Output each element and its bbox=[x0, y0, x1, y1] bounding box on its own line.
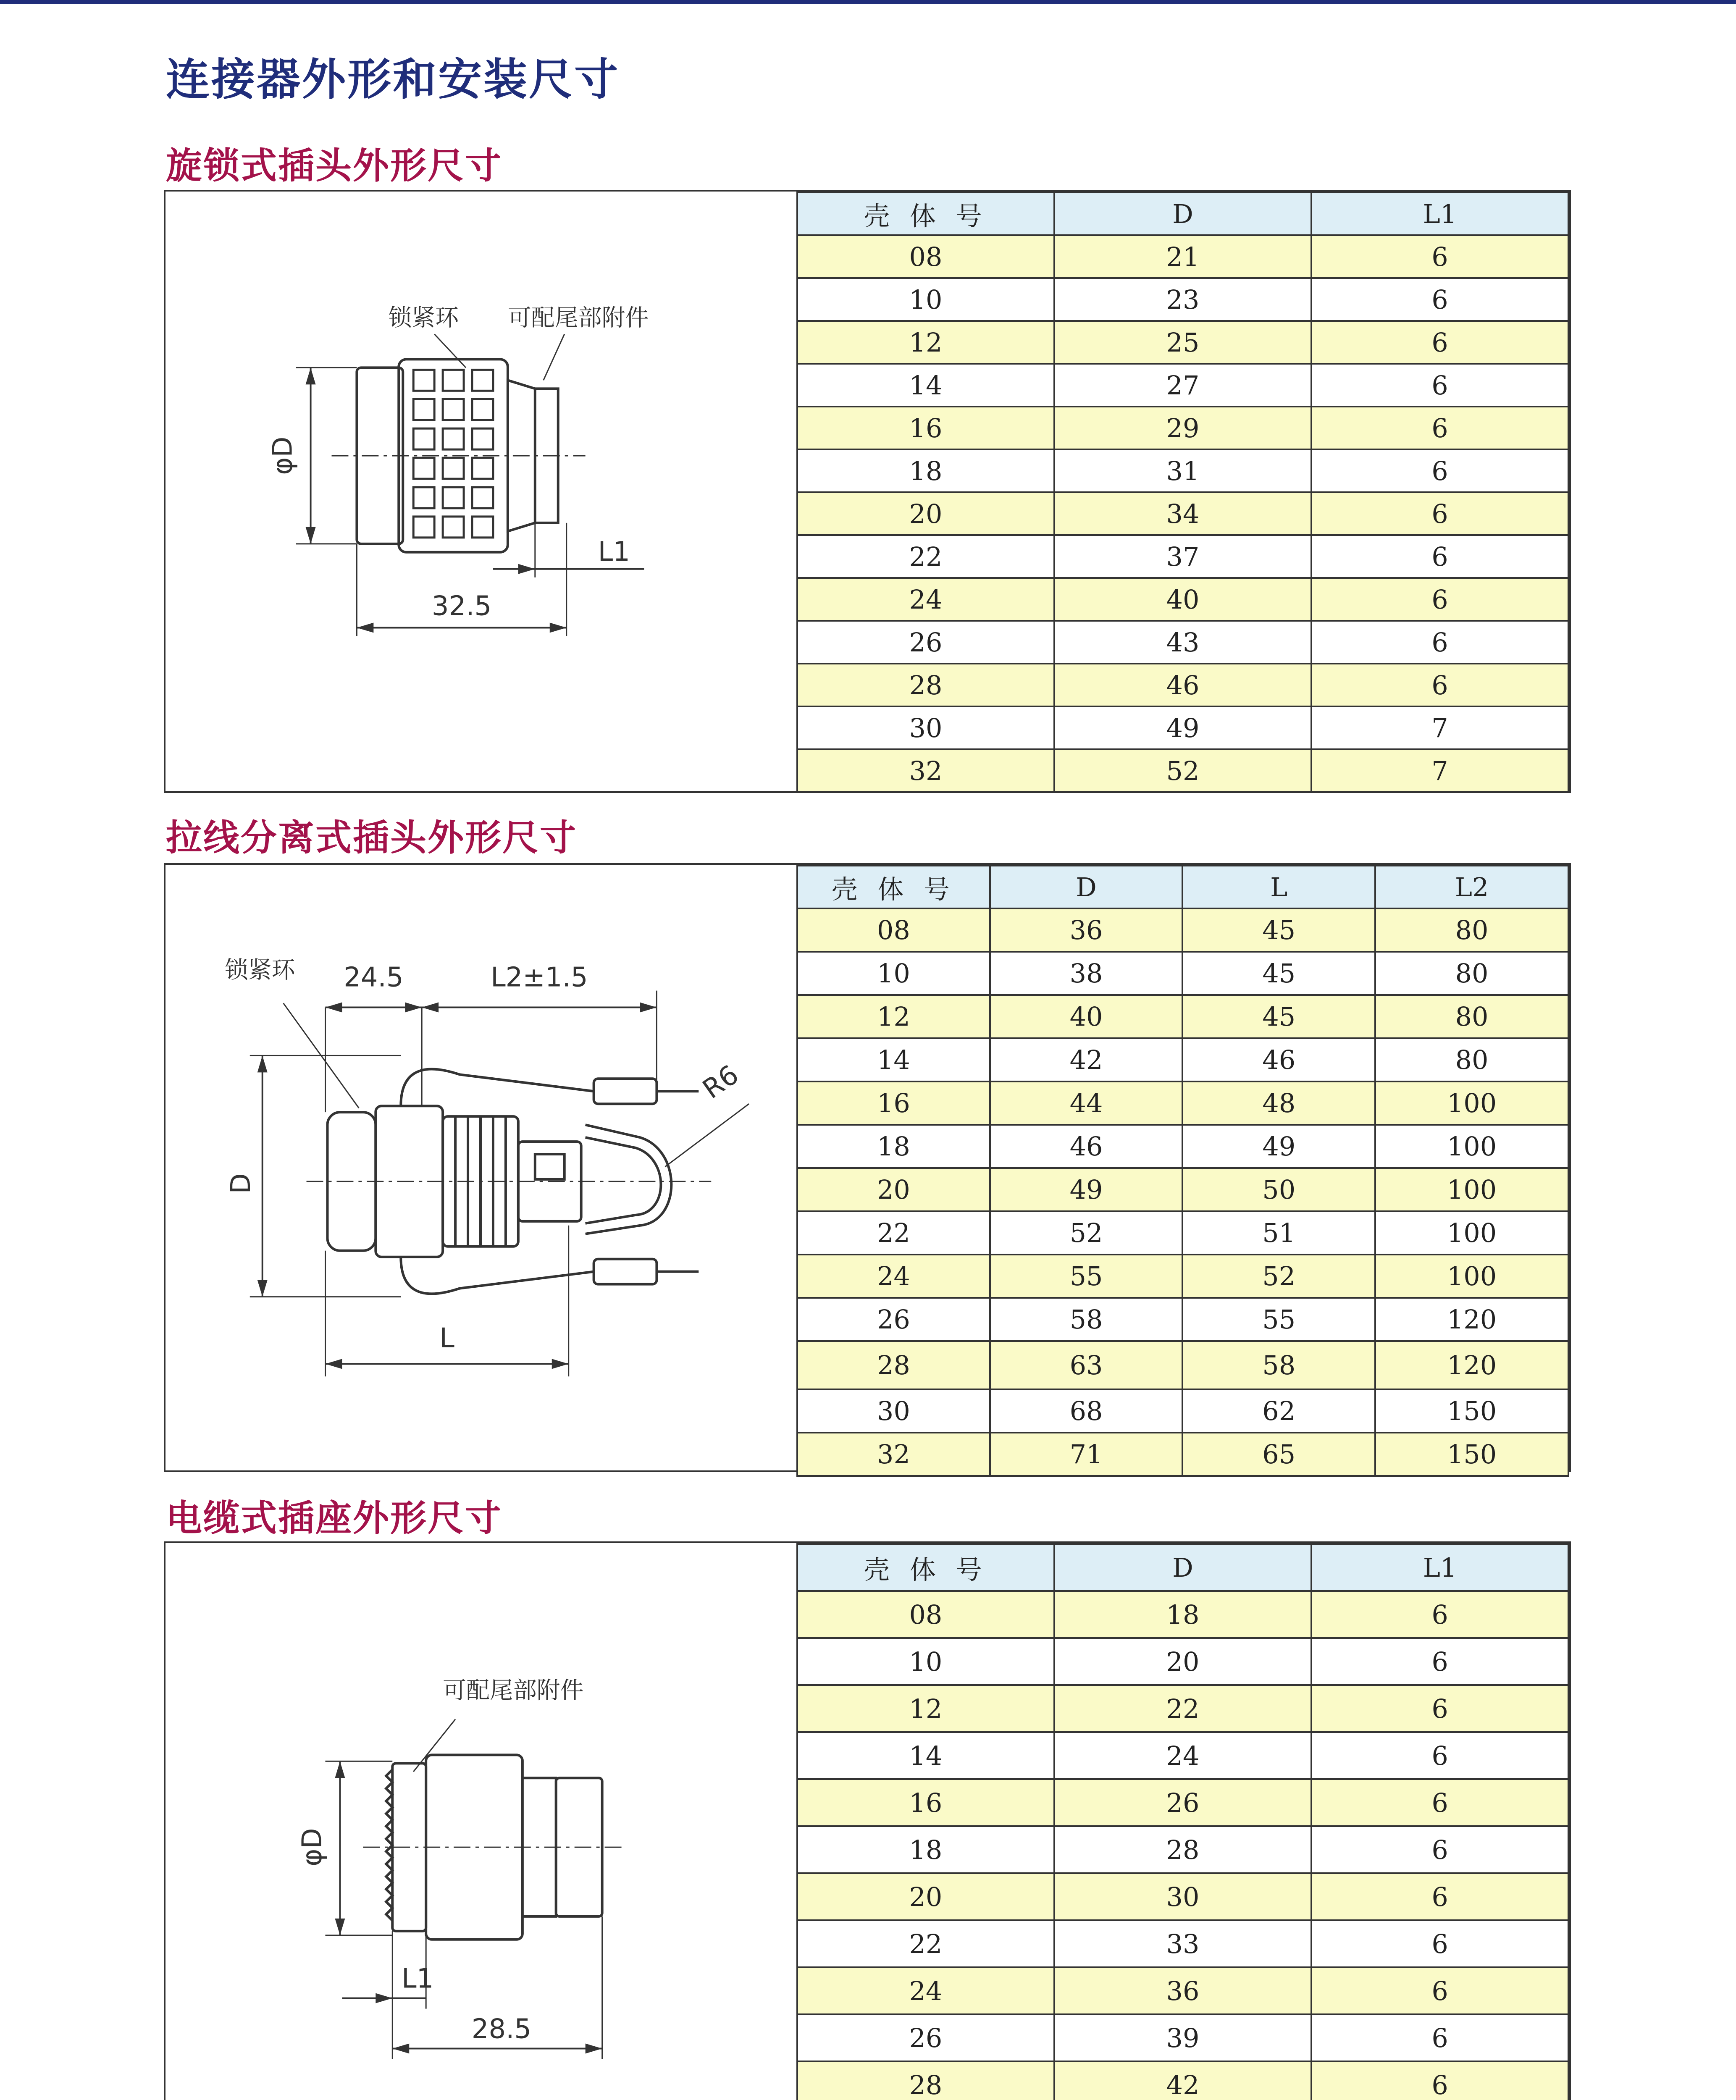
cell-d: 52 bbox=[990, 1211, 1183, 1255]
table-row bbox=[797, 578, 1568, 621]
cell-l1: 6 bbox=[1311, 578, 1568, 621]
cell-l1: 6 bbox=[1311, 278, 1568, 321]
cell-shell: 26 bbox=[797, 2014, 1054, 2061]
lanyard-plug-drawing bbox=[165, 865, 796, 1470]
cell-l2: 80 bbox=[1375, 952, 1568, 995]
cell-l2: 80 bbox=[1375, 908, 1568, 952]
cell-l: 62 bbox=[1182, 1389, 1375, 1433]
dim-label-d: φD bbox=[267, 436, 299, 475]
table-row bbox=[797, 2061, 1568, 2100]
cell-shell: 08 bbox=[797, 908, 990, 952]
cell-l2: 150 bbox=[1375, 1389, 1568, 1433]
dim-label-d: φD bbox=[297, 1828, 328, 1866]
cell-l: 50 bbox=[1182, 1168, 1375, 1211]
table-row bbox=[797, 1638, 1568, 1685]
cell-d: 23 bbox=[1054, 278, 1311, 321]
cell-shell: 24 bbox=[797, 578, 1054, 621]
header-d: D bbox=[990, 866, 1183, 908]
table-row bbox=[797, 1873, 1568, 1920]
cell-l2: 100 bbox=[1375, 1168, 1568, 1211]
cell-l1: 6 bbox=[1311, 235, 1568, 278]
cell-shell: 18 bbox=[797, 449, 1054, 492]
cell-d: 39 bbox=[1054, 2014, 1311, 2061]
cell-l: 58 bbox=[1182, 1341, 1375, 1389]
cell-d: 30 bbox=[1054, 1873, 1311, 1920]
cell-l: 65 bbox=[1182, 1433, 1375, 1476]
cell-shell: 20 bbox=[797, 492, 1054, 535]
cell-d: 21 bbox=[1054, 235, 1311, 278]
cell-shell: 30 bbox=[797, 706, 1054, 749]
cell-shell: 28 bbox=[797, 664, 1054, 706]
cell-l2: 100 bbox=[1375, 1125, 1568, 1168]
cell-shell: 12 bbox=[797, 995, 990, 1038]
table-row bbox=[797, 407, 1568, 449]
cell-shell: 24 bbox=[797, 1967, 1054, 2014]
cell-l2: 150 bbox=[1375, 1433, 1568, 1476]
cell-l: 45 bbox=[1182, 995, 1375, 1038]
cell-l1: 7 bbox=[1311, 749, 1568, 792]
cell-d: 46 bbox=[990, 1125, 1183, 1168]
dim-label-length: 28.5 bbox=[471, 2013, 532, 2045]
cell-d: 22 bbox=[1054, 1685, 1311, 1732]
cell-shell: 32 bbox=[797, 1433, 990, 1476]
table-row bbox=[797, 1732, 1568, 1779]
section-title-cable-receptacle: 电缆式插座外形尺寸 bbox=[166, 1497, 502, 1539]
cell-l: 45 bbox=[1182, 952, 1375, 995]
table-row bbox=[797, 278, 1568, 321]
header-shell-no: 壳 体 号 bbox=[797, 1544, 1054, 1591]
cell-d: 33 bbox=[1054, 1920, 1311, 1967]
table-row bbox=[797, 995, 1568, 1038]
table-header-row bbox=[797, 192, 1568, 235]
cell-d: 27 bbox=[1054, 364, 1311, 407]
dim-label-l1: L1 bbox=[598, 536, 630, 567]
cell-shell: 24 bbox=[797, 1255, 990, 1298]
cell-l1: 6 bbox=[1311, 1967, 1568, 2014]
cell-shell: 08 bbox=[797, 1591, 1054, 1638]
cell-l: 48 bbox=[1182, 1082, 1375, 1125]
section-title-twist-lock-plug: 旋锁式插头外形尺寸 bbox=[166, 145, 502, 187]
cell-l1: 6 bbox=[1311, 1779, 1568, 1826]
cell-l1: 6 bbox=[1311, 1685, 1568, 1732]
table-row bbox=[797, 664, 1568, 706]
table-row bbox=[797, 1168, 1568, 1211]
table-row bbox=[797, 235, 1568, 278]
cell-d: 49 bbox=[990, 1168, 1183, 1211]
cell-d: 25 bbox=[1054, 321, 1311, 364]
cell-shell: 14 bbox=[797, 1038, 990, 1082]
twist-lock-plug-drawing bbox=[165, 192, 796, 791]
cell-shell: 10 bbox=[797, 952, 990, 995]
cell-shell: 28 bbox=[797, 1341, 990, 1389]
label-tail-accessory: 可配尾部附件 bbox=[507, 304, 649, 332]
table-row bbox=[797, 1341, 1568, 1389]
cell-l: 46 bbox=[1182, 1038, 1375, 1082]
cell-shell: 14 bbox=[797, 364, 1054, 407]
cell-l1: 6 bbox=[1311, 492, 1568, 535]
cell-l1: 6 bbox=[1311, 535, 1568, 578]
cell-shell: 10 bbox=[797, 1638, 1054, 1685]
cell-l1: 6 bbox=[1311, 664, 1568, 706]
table-row bbox=[797, 1433, 1568, 1476]
table-row bbox=[797, 1826, 1568, 1873]
drawing-twist-lock-plug bbox=[165, 192, 796, 791]
label-lock-ring: 锁紧环 bbox=[388, 304, 459, 332]
table-header-row bbox=[797, 1544, 1568, 1591]
table-row bbox=[797, 749, 1568, 792]
cell-d: 55 bbox=[990, 1255, 1183, 1298]
cell-d: 28 bbox=[1054, 1826, 1311, 1873]
label-tail-accessory: 可配尾部附件 bbox=[443, 1677, 584, 1704]
cell-l1: 6 bbox=[1311, 1826, 1568, 1873]
dim-label-length: 32.5 bbox=[431, 591, 492, 622]
cell-d: 18 bbox=[1054, 1591, 1311, 1638]
table-lanyard-plug bbox=[796, 865, 1569, 1477]
table-row bbox=[797, 1967, 1568, 2014]
cell-shell: 10 bbox=[797, 278, 1054, 321]
cell-l1: 6 bbox=[1311, 1732, 1568, 1779]
panel-twist-lock-plug bbox=[164, 190, 1571, 793]
cell-d: 26 bbox=[1054, 1779, 1311, 1826]
header-l1: L1 bbox=[1311, 192, 1568, 235]
table-row bbox=[797, 364, 1568, 407]
cell-shell: 22 bbox=[797, 1920, 1054, 1967]
cell-d: 24 bbox=[1054, 1732, 1311, 1779]
cell-shell: 12 bbox=[797, 321, 1054, 364]
cell-shell: 12 bbox=[797, 1685, 1054, 1732]
cell-l1: 6 bbox=[1311, 621, 1568, 664]
cell-d: 71 bbox=[990, 1433, 1183, 1476]
cell-l1: 6 bbox=[1311, 1638, 1568, 1685]
cell-l: 49 bbox=[1182, 1125, 1375, 1168]
table-row bbox=[797, 1038, 1568, 1082]
header-l2: L2 bbox=[1375, 866, 1568, 908]
cell-shell: 16 bbox=[797, 1779, 1054, 1826]
cell-l1: 6 bbox=[1311, 1920, 1568, 1967]
cell-shell: 26 bbox=[797, 621, 1054, 664]
cell-d: 40 bbox=[990, 995, 1183, 1038]
cell-shell: 22 bbox=[797, 535, 1054, 578]
table-row bbox=[797, 1125, 1568, 1168]
cable-receptacle-drawing bbox=[165, 1543, 796, 2100]
cell-shell: 28 bbox=[797, 2061, 1054, 2100]
panel-cable-receptacle bbox=[164, 1541, 1571, 2100]
cell-d: 36 bbox=[1054, 1967, 1311, 2014]
label-lock-ring: 锁紧环 bbox=[224, 956, 295, 984]
cell-l1: 7 bbox=[1311, 706, 1568, 749]
cell-l1: 6 bbox=[1311, 1591, 1568, 1638]
table-row bbox=[797, 908, 1568, 952]
dim-label-l1: L1 bbox=[402, 1963, 434, 1995]
cell-shell: 22 bbox=[797, 1211, 990, 1255]
header-d: D bbox=[1054, 1544, 1311, 1591]
cell-l2: 100 bbox=[1375, 1211, 1568, 1255]
cell-d: 36 bbox=[990, 908, 1183, 952]
table-cable-receptacle bbox=[796, 1543, 1569, 2100]
dim-label-24-5: 24.5 bbox=[344, 962, 404, 993]
cell-shell: 16 bbox=[797, 1082, 990, 1125]
cell-l2: 120 bbox=[1375, 1298, 1568, 1341]
table-row bbox=[797, 1298, 1568, 1341]
cell-shell: 14 bbox=[797, 1732, 1054, 1779]
cell-d: 34 bbox=[1054, 492, 1311, 535]
table-row bbox=[797, 535, 1568, 578]
cell-l2: 100 bbox=[1375, 1255, 1568, 1298]
cell-l1: 6 bbox=[1311, 2014, 1568, 2061]
header-d: D bbox=[1054, 192, 1311, 235]
cell-d: 43 bbox=[1054, 621, 1311, 664]
cell-shell: 18 bbox=[797, 1826, 1054, 1873]
cell-shell: 30 bbox=[797, 1389, 990, 1433]
cell-l1: 6 bbox=[1311, 407, 1568, 449]
table-header-row bbox=[797, 866, 1568, 908]
cell-d: 38 bbox=[990, 952, 1183, 995]
cell-l1: 6 bbox=[1311, 449, 1568, 492]
cell-l2: 120 bbox=[1375, 1341, 1568, 1389]
drawing-cable-receptacle bbox=[165, 1543, 796, 2100]
cell-shell: 26 bbox=[797, 1298, 990, 1341]
table-row bbox=[797, 952, 1568, 995]
cell-shell: 32 bbox=[797, 749, 1054, 792]
cell-shell: 08 bbox=[797, 235, 1054, 278]
cell-d: 58 bbox=[990, 1298, 1183, 1341]
cell-d: 68 bbox=[990, 1389, 1183, 1433]
table-row bbox=[797, 1591, 1568, 1638]
table-row bbox=[797, 449, 1568, 492]
dim-label-r6: R6 bbox=[697, 1059, 745, 1105]
table-row bbox=[797, 621, 1568, 664]
dim-label-l2: L2±1.5 bbox=[491, 962, 588, 993]
cell-d: 29 bbox=[1054, 407, 1311, 449]
cell-d: 52 bbox=[1054, 749, 1311, 792]
table-row bbox=[797, 1685, 1568, 1732]
top-border bbox=[0, 0, 1736, 4]
table-row bbox=[797, 706, 1568, 749]
cell-shell: 18 bbox=[797, 1125, 990, 1168]
cell-shell: 20 bbox=[797, 1168, 990, 1211]
dim-label-l: L bbox=[439, 1323, 454, 1354]
table-row bbox=[797, 321, 1568, 364]
table-row bbox=[797, 492, 1568, 535]
cell-d: 20 bbox=[1054, 1638, 1311, 1685]
header-shell-no: 壳 体 号 bbox=[797, 866, 990, 908]
cell-l: 51 bbox=[1182, 1211, 1375, 1255]
header-l: L bbox=[1182, 866, 1375, 908]
cell-d: 42 bbox=[990, 1038, 1183, 1082]
cell-d: 49 bbox=[1054, 706, 1311, 749]
table-row bbox=[797, 1389, 1568, 1433]
cell-d: 37 bbox=[1054, 535, 1311, 578]
cell-d: 40 bbox=[1054, 578, 1311, 621]
drawing-lanyard-plug bbox=[165, 865, 796, 1470]
cell-l2: 80 bbox=[1375, 1038, 1568, 1082]
table-twist-lock-plug bbox=[796, 192, 1569, 793]
cell-d: 42 bbox=[1054, 2061, 1311, 2100]
cell-shell: 16 bbox=[797, 407, 1054, 449]
panel-lanyard-plug bbox=[164, 863, 1571, 1472]
cell-l1: 6 bbox=[1311, 2061, 1568, 2100]
header-l1: L1 bbox=[1311, 1544, 1568, 1591]
cell-l2: 100 bbox=[1375, 1082, 1568, 1125]
cell-d: 63 bbox=[990, 1341, 1183, 1389]
table-row bbox=[797, 1779, 1568, 1826]
cell-l2: 80 bbox=[1375, 995, 1568, 1038]
table-row bbox=[797, 1211, 1568, 1255]
cell-shell: 20 bbox=[797, 1873, 1054, 1920]
cell-l: 52 bbox=[1182, 1255, 1375, 1298]
table-row bbox=[797, 1255, 1568, 1298]
cell-l1: 6 bbox=[1311, 364, 1568, 407]
table-row bbox=[797, 1082, 1568, 1125]
page-title: 连接器外形和安装尺寸 bbox=[166, 54, 620, 105]
cell-d: 31 bbox=[1054, 449, 1311, 492]
table-row bbox=[797, 2014, 1568, 2061]
header-shell-no: 壳 体 号 bbox=[797, 192, 1054, 235]
cell-l1: 6 bbox=[1311, 321, 1568, 364]
table-row bbox=[797, 1920, 1568, 1967]
section-title-lanyard-plug: 拉线分离式插头外形尺寸 bbox=[166, 817, 577, 859]
cell-d: 46 bbox=[1054, 664, 1311, 706]
cell-l: 45 bbox=[1182, 908, 1375, 952]
cell-d: 44 bbox=[990, 1082, 1183, 1125]
cell-l1: 6 bbox=[1311, 1873, 1568, 1920]
cell-l: 55 bbox=[1182, 1298, 1375, 1341]
dim-label-d: D bbox=[225, 1173, 257, 1194]
